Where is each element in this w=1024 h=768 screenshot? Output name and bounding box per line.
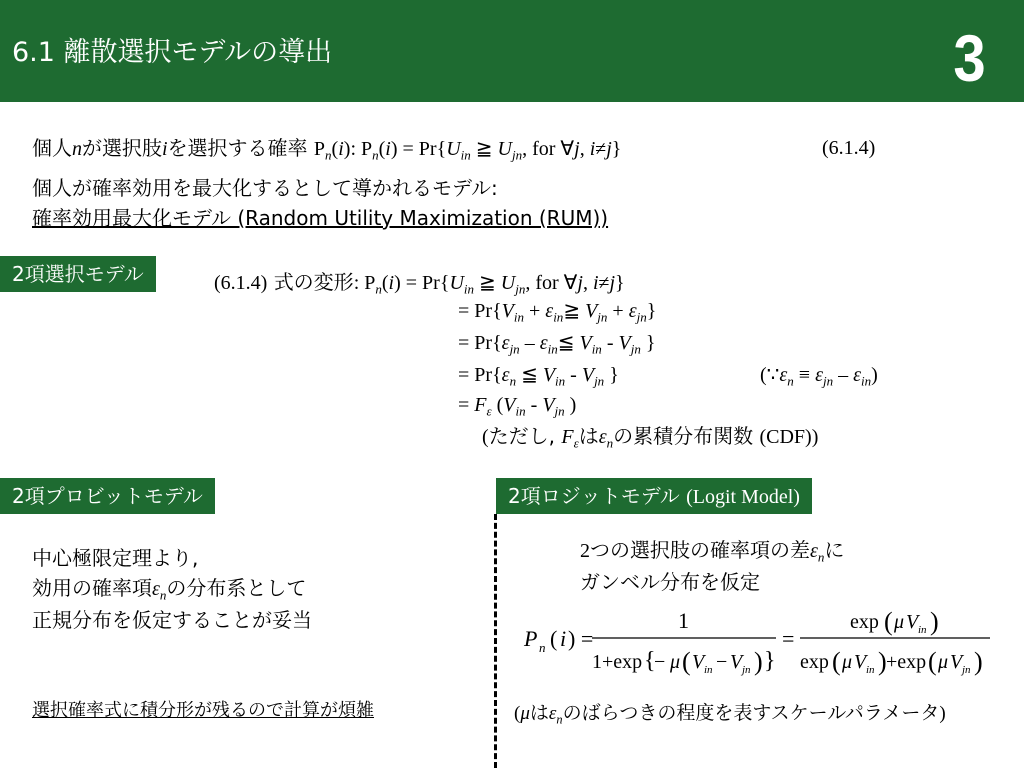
svg-text:(: ( xyxy=(884,607,893,636)
svg-text:}: } xyxy=(764,648,776,674)
intro-line-1 xyxy=(32,136,621,161)
svg-text:μ: μ xyxy=(894,611,905,633)
svg-text:(: ( xyxy=(682,647,691,676)
svg-text:in: in xyxy=(918,624,927,636)
slide-title: 6.1 離散選択モデルの導出 xyxy=(12,37,333,68)
intro-text-b: が選択肢 xyxy=(82,136,162,160)
svg-text:): ) xyxy=(974,647,983,676)
svg-text:−: − xyxy=(654,651,666,673)
svg-text:(: ( xyxy=(928,647,937,676)
intro-var-i: i xyxy=(162,138,168,160)
divider-line xyxy=(494,514,497,768)
derivation-line-5: = $F_\varepsilon$ ($V_{in} - V_{jn}$ ) xyxy=(458,394,577,419)
cdf-note: (ただし, $F_\varepsilon$は$\varepsilon_n$の累積分布関数 (CDF)) xyxy=(482,424,819,451)
svg-text:(: ( xyxy=(550,626,558,651)
svg-text:): ) xyxy=(754,647,763,676)
intro-line-2: 個人が確率効用を最大化するとして導かれるモデル: xyxy=(32,176,498,200)
svg-text:exp: exp xyxy=(850,611,879,633)
svg-text:P: P xyxy=(524,626,538,651)
binary-choice-label: 2項選択モデル xyxy=(0,256,156,292)
svg-text:exp: exp xyxy=(800,651,829,673)
intro-text-c: を選択する確率 xyxy=(167,136,308,160)
svg-text:in: in xyxy=(704,664,713,676)
svg-text:μ: μ xyxy=(842,651,853,673)
svg-text:V: V xyxy=(854,651,867,673)
svg-text:μ: μ xyxy=(670,651,681,673)
derivation-line-3: = $Pr\{\varepsilon_{jn}$ – $\varepsilon_{in}≦$ $V_{in} - V_{jn}$ } xyxy=(458,332,656,357)
svg-text:V: V xyxy=(692,651,705,673)
svg-text:(: ( xyxy=(832,647,841,676)
derivation-line-4: = $Pr\{\varepsilon_n$ ≦ $V_{in} - V_{jn}$ } xyxy=(458,364,619,389)
probit-line-1: 中心極限定理より, xyxy=(32,546,199,570)
logit-line-2: ガンベル分布を仮定 xyxy=(580,570,760,594)
svg-text:1: 1 xyxy=(678,608,689,633)
svg-text:=: = xyxy=(782,626,795,651)
svg-text:n: n xyxy=(539,640,546,655)
svg-text:): ) xyxy=(930,607,939,636)
svg-text:V: V xyxy=(950,651,963,673)
derivation-ref: (6.1.4) xyxy=(214,272,268,294)
logit-label: 2項ロジットモデル (Logit Model) xyxy=(496,478,812,514)
svg-text:1+exp: 1+exp xyxy=(592,651,643,673)
svg-text:V: V xyxy=(730,651,743,673)
svg-text:+exp: +exp xyxy=(886,651,927,673)
equation-number: (6.1.4) xyxy=(822,137,876,159)
svg-text:jn: jn xyxy=(742,664,751,676)
svg-text:−: − xyxy=(716,651,728,673)
intro-formula: $P_n(i)$: $P_n(i) = Pr\{U_{in}$ ≧ $U_{jn}$, for ∀j, i≠j} xyxy=(313,138,622,163)
intro-text-a: 個人 xyxy=(32,136,72,160)
probit-footer: 選択確率式に積分形が残るので計算が煩雑 xyxy=(32,700,374,721)
slide-number: 3 xyxy=(953,21,986,95)
svg-text:μ: μ xyxy=(938,651,949,673)
derivation-note: $(\because\varepsilon_n \equiv \varepsilon_{jn} - \varepsilon_{in})$ xyxy=(760,364,878,389)
probit-line-3: 正規分布を仮定することが妥当 xyxy=(32,608,312,632)
svg-text:jn: jn xyxy=(962,664,971,676)
probit-line-2: 効用の確率項$\varepsilon_n$の分布系として xyxy=(32,576,307,603)
svg-text:V: V xyxy=(906,611,919,633)
derivation-line-2: = $Pr\{V_{in}$ + $\varepsilon_{in}≧$ $V_{jn} + \varepsilon_{jn}$} xyxy=(458,300,657,325)
probit-label: 2項プロビットモデル xyxy=(0,478,215,514)
logit-footer: (μは$\varepsilon_n$のばらつきの程度を表すスケールパラメータ) xyxy=(514,702,946,727)
rum-model-text: 確率効用最大化モデル (Random Utility Maximization (RUM)) xyxy=(32,206,609,230)
intro-var-n: n xyxy=(72,138,82,160)
rum-model-title xyxy=(32,206,608,230)
svg-text:in: in xyxy=(866,664,875,676)
svg-text:): ) xyxy=(878,647,887,676)
logit-line-1: 2つの選択肢の確率項の差$\varepsilon_n$に xyxy=(580,538,845,565)
svg-text:) =: ) = xyxy=(568,626,594,651)
logit-formula xyxy=(520,600,1000,684)
title-bar xyxy=(0,0,1024,102)
derivation-line-1: (6.1.4) 式の変形: $P_n(i) = Pr\{U_{in}$ ≧ $U_{jn}$, for ∀j, i≠j} xyxy=(214,270,625,297)
svg-text:i: i xyxy=(560,626,567,651)
svg-text:{: { xyxy=(644,648,656,674)
